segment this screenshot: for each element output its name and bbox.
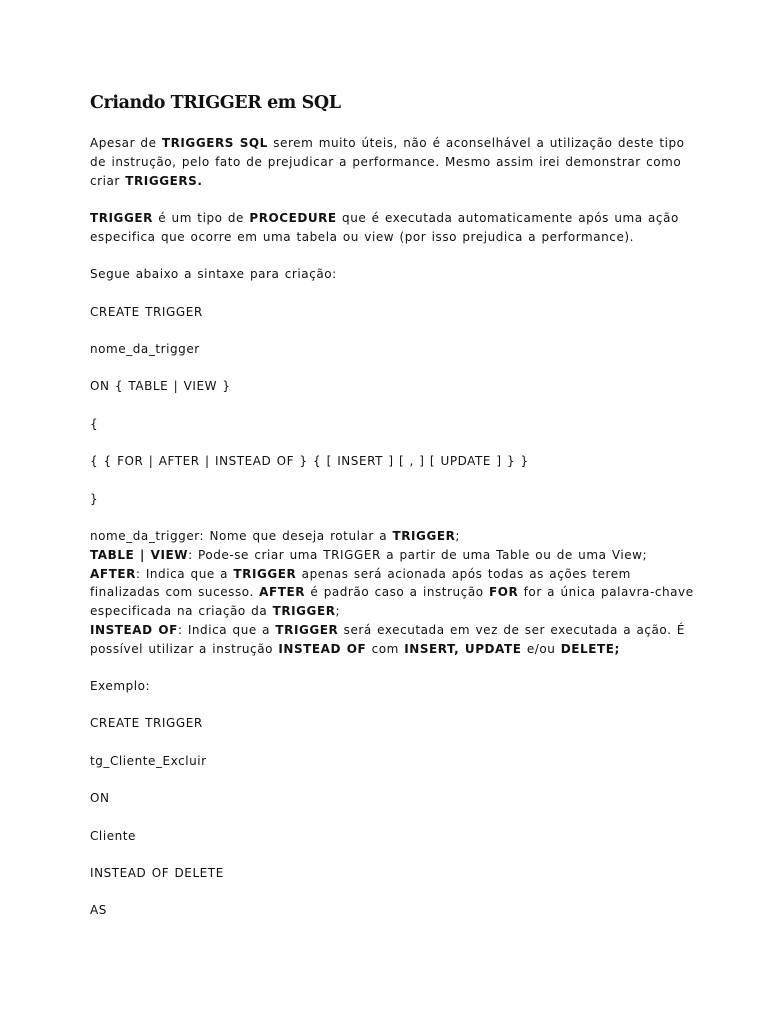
text-run: nome_da_trigger: Nome que deseja rotular a xyxy=(90,528,393,543)
text-run: Apesar de xyxy=(90,136,162,150)
keyword: INSERT xyxy=(404,641,455,656)
text-run: ; xyxy=(455,528,460,543)
keyword: UPDATE xyxy=(464,641,522,656)
keyword: TRIGGER xyxy=(275,622,339,637)
syntax-code-line: { xyxy=(90,416,99,431)
document-page xyxy=(90,0,694,1024)
text-run: for a única palavra-chave xyxy=(518,585,694,600)
text-run: apenas será acionada após todas as ações terem xyxy=(296,566,631,581)
keyword: TRIGGERS SQL xyxy=(161,136,268,150)
syntax-code-line: nome_da_trigger xyxy=(90,341,200,356)
keyword: INSTEAD OF xyxy=(90,622,178,637)
text-run: é padrão caso a instrução xyxy=(305,585,489,600)
syntax-intro: Segue abaixo a sintaxe para criação: xyxy=(90,267,337,282)
keyword: INSTEAD OF xyxy=(278,641,367,656)
text-run: , xyxy=(454,641,465,656)
keyword: PROCEDURE xyxy=(249,210,337,225)
text-run: serem muito úteis, não é aconselhável a utilização deste tipo xyxy=(267,136,685,150)
keyword: TRIGGERS. xyxy=(125,173,203,188)
example-code-line: INSTEAD OF DELETE xyxy=(90,866,224,881)
explanation-line xyxy=(90,640,690,659)
text-run: e/ou xyxy=(521,641,561,656)
definition-line xyxy=(90,209,690,228)
keyword: AFTER xyxy=(259,585,306,600)
text-run: finalizadas com sucesso. xyxy=(90,585,260,600)
intro-line xyxy=(90,134,690,153)
explanation-line xyxy=(90,602,690,621)
text-run: ; xyxy=(335,604,341,619)
example-code-line: AS xyxy=(90,903,107,918)
definition-paragraph xyxy=(90,209,690,247)
text-run: especificada na criação da xyxy=(90,604,273,619)
text-run: será executada em vez de ser executada a ação. É xyxy=(338,622,685,637)
example-label: Exemplo: xyxy=(90,679,151,694)
text-run: é um tipo de xyxy=(152,210,250,225)
explanation-line xyxy=(90,546,690,565)
explanation-line xyxy=(90,621,690,640)
syntax-code-line: } xyxy=(90,491,99,506)
example-code-line: tg_Cliente_Excluir xyxy=(90,753,207,768)
text-run: ; xyxy=(614,641,620,656)
syntax-code-line: { { FOR | AFTER | INSTEAD OF } { [ INSERT ] [ , ] [ UPDATE ] } } xyxy=(90,454,529,469)
keyword: TRIGGER xyxy=(392,528,456,543)
text-run: : Pode-se criar uma TRIGGER a partir de uma Table ou de uma View; xyxy=(188,547,648,562)
intro-paragraph xyxy=(90,134,690,190)
keyword: TRIGGER xyxy=(233,566,297,581)
keyword: TRIGGER xyxy=(272,604,336,619)
definition-line: especifica que ocorre em uma tabela ou view (por isso prejudica a performance). xyxy=(90,229,634,244)
explanation-line xyxy=(90,527,690,546)
explanation-line xyxy=(90,583,694,602)
intro-line xyxy=(90,172,690,191)
example-code-line: ON xyxy=(90,791,110,806)
example-code-line: Cliente xyxy=(90,828,136,843)
keyword: TABLE | VIEW xyxy=(90,547,189,562)
explanation-paragraph xyxy=(90,527,694,659)
text-run: criar xyxy=(90,173,126,188)
keyword: TRIGGER xyxy=(90,210,153,225)
text-run: com xyxy=(366,641,405,656)
document-title: Criando TRIGGER em SQL xyxy=(90,93,341,113)
explanation-line xyxy=(90,565,690,584)
keyword: DELETE xyxy=(560,641,615,656)
text-run: possível utilizar a instrução xyxy=(90,641,279,656)
text-run: que é executada automaticamente após uma ação xyxy=(336,210,679,225)
keyword: FOR xyxy=(489,585,519,600)
intro-line: de instrução, pelo fato de prejudicar a performance. Mesmo assim irei demonstrar como xyxy=(90,154,682,169)
syntax-code-line: CREATE TRIGGER xyxy=(90,304,203,319)
document-body xyxy=(90,134,694,939)
keyword: AFTER xyxy=(90,566,136,581)
syntax-code-line: ON { TABLE | VIEW } xyxy=(90,379,231,394)
text-run: : Indica que a xyxy=(135,566,234,581)
text-run: : Indica que a xyxy=(177,622,276,637)
example-code-line: CREATE TRIGGER xyxy=(90,716,203,731)
